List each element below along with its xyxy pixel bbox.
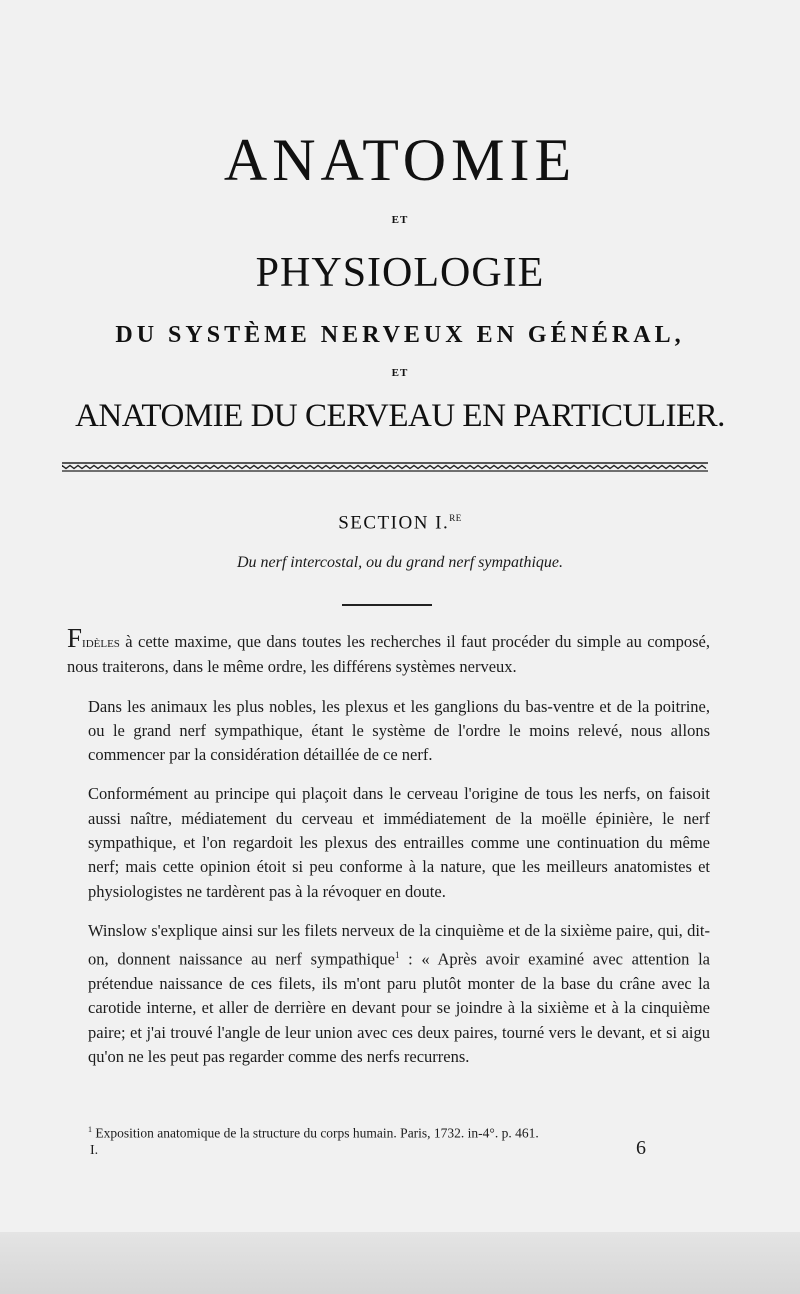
paragraph-3: Conformément au principe qui plaçoit dans le cerveau l'origine de tous les nerfs, on faisoit aussi naître, médiatement du cerveau et immédiatement de la moëlle épinière, le nerf sympathique, et l'on regardoit les plexus des entrailles comme une continuation du même nerf; mais cette opinion étoit si peu conforme à la nature, que les meilleurs anatomistes et physiologistes ne tardèrent pas à la révoquer en doute. xyxy=(88,784,710,901)
title-anatomie-cerveau: ANATOMIE DU CERVEAU EN PARTICULIER. xyxy=(75,398,725,434)
title-systeme-nerveux: DU SYSTÈME NERVEUX EN GÉNÉRAL, xyxy=(115,322,685,348)
footnote-reference: 1 xyxy=(394,950,400,961)
paragraph-4 xyxy=(88,919,710,1069)
footnote-text: Exposition anatomique de la structure du corps humain. Paris, 1732. in-4°. p. 461. xyxy=(92,1125,539,1141)
title-conjunction-1: ET xyxy=(391,214,409,226)
paragraph-1 xyxy=(67,623,710,680)
scan-edge xyxy=(0,1232,800,1294)
title-anatomie: ANATOMIE xyxy=(223,127,577,193)
drop-cap: F xyxy=(67,623,83,653)
title-conjunction-2: ET xyxy=(391,367,409,379)
title-physiologie: PHYSIOLOGIE xyxy=(255,250,545,296)
signature-mark: I. xyxy=(90,1143,99,1158)
footnote-marker: 1 xyxy=(88,1125,92,1134)
page-number: 6 xyxy=(636,1137,646,1159)
section-subtitle: Du nerf intercostal, ou du grand nerf sympathique. xyxy=(236,554,564,571)
paragraph-4-text-b: : « Après avoir examiné avec attention la prétendue naissance de ces filets, ils m'ont paru plutôt monter de la base du crâne avec la carotide interne, et aller de derrière en devant pour se joindre à la sixième et à la cinquième paire; et j'ai trouvé l'angle de leur union avec ces deux paires, tourné vers le devant, et si aigu qu'on ne les peut pas regarder comme des nerfs recurrens. xyxy=(88,949,711,1066)
short-rule-divider xyxy=(342,604,432,606)
body-text xyxy=(67,623,711,1084)
footnote xyxy=(88,1121,708,1143)
section-heading: SECTION I.$^{RE}$ xyxy=(338,512,462,534)
paragraph-1-smallcaps: idèles xyxy=(82,635,120,651)
paragraph-4-text-a: Winslow s'explique ainsi sur les filets nerveux de la cinquième et de la sixième paire, qui, dit-on, donnent naissance au nerf sympathique xyxy=(88,920,710,969)
section-heading-superscript: RE xyxy=(449,513,462,523)
wavy-rule-divider xyxy=(62,462,708,472)
paragraph-2: Dans les animaux les plus nobles, les plexus et les ganglions du bas-ventre et de la poitrine, ou le grand nerf sympathique, étant le système de l'ordre le moins relevé, nous allons commencer par la considération détaillée de ce nerf. xyxy=(88,696,710,765)
paragraph-1-text: à cette maxime, que dans toutes les recherches il faut procéder du simple au composé, nous traiterons, dans le même ordre, les différens systèmes nerveux. xyxy=(67,632,710,677)
